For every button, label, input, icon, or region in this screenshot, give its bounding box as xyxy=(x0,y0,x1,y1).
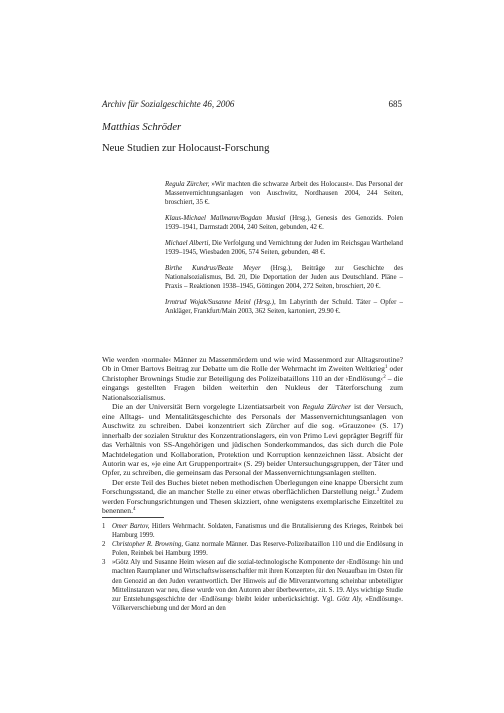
author-name: Regula Zürcher xyxy=(302,402,352,412)
reviewed-books-list xyxy=(165,180,403,322)
review-citation: »Wir machten die schwarze Arbeit des Holocaust«. Das Personal der Massenvernichtungsanlagen von Auschwitz, Nordhausen 2004, 244 Seiten, broschiert, 35 €. xyxy=(165,181,403,207)
footnote-separator xyxy=(102,517,164,518)
footnotes xyxy=(102,522,403,613)
text-run: oder Christopher Brownings Studie zur Beteiligung des Polizeibataillons 110 an der ›Endlösung‹ xyxy=(102,364,403,383)
footnote-ref-1: 1 xyxy=(384,365,388,371)
review-authors: Birthe Kundrus/Beate Meyer xyxy=(165,264,261,272)
footnote-1 xyxy=(102,522,403,540)
text-run: ist der Versuch, eine Alltags- und Mentalitätsgeschichte des Personals der Massenvernichtungsanlagen von Auschwitz zu schreiben. Dabei konzentriert sich Zürcher auf die sog. »Grauzone« (S. 17) innerhalb der sozialen Struktur des Konzentrationslagers, ein von Primo Levi geprägter Begriff für das Verhältnis von SS-Angehörigen und jüdischen Sonderkommandos, das sich durch die Pole Machtdelegation und Kollaboration, Protektion und Korruption kennzeichnen lässt. Absicht der Autorin war es, »je eine Art Gruppenportrait« (S. 29) beider Untersuchungsgruppen, der Täter und Opfer, zu schreiben, die gemeinsam das Personal der Massenvernichtungsanlagen stellten. xyxy=(102,402,403,478)
running-head xyxy=(102,99,402,110)
footnote-number: 2 xyxy=(102,541,106,549)
review-authors: Regula Zürcher, xyxy=(165,181,210,188)
reviewed-book xyxy=(165,180,403,208)
footnote-number: 3 xyxy=(102,559,106,567)
text-run: Die an der Universität Bern vorgelegte Lizentiatsarbeit von xyxy=(112,402,303,412)
footnote-author: Götz Aly, xyxy=(336,595,363,603)
footnote-author: Omer Bartov, xyxy=(112,523,150,530)
paragraph-3 xyxy=(102,478,403,516)
review-citation: (Hrsg.), Beiträge zur Geschichte des Nationalsozialismus, Bd. 20, Die Deportation der Juden aus Deutschland. Pläne – Praxis – Reaktionen 1938–1945, Göttingen 2004, 272 Seiten, broschiert, 20 €. xyxy=(165,264,404,290)
journal-citation: Archiv für Sozialgeschichte 46, 2006 xyxy=(102,99,235,109)
review-authors: Irmtrud Wojak/Susanne Meinl (Hrsg.), xyxy=(165,298,276,306)
text-run: Zudem werden Forschungsrichtungen und Thesen skizziert, ohne wenigstens exemplarische Einzeltitel zu benennen. xyxy=(102,487,403,516)
review-citation: Im Labyrinth der Schuld. Täter – Opfer – Ankläger, Frankfurt/Main 2003, 362 Seiten, kartoniert, 29.90 €. xyxy=(165,298,403,315)
footnote-ref-3: 3 xyxy=(376,488,380,494)
footnote-text: »Endlösung«. Völkerverschiebung und der Mord an den xyxy=(112,595,403,612)
article-title: Neue Studien zur Holocaust-Forschung xyxy=(102,143,270,154)
footnote-3 xyxy=(102,558,403,613)
reviewed-book xyxy=(165,264,403,292)
paragraph-1 xyxy=(102,355,403,402)
paragraph-2 xyxy=(102,402,403,478)
footnote-ref-2: 2 xyxy=(383,374,386,380)
reviewed-book xyxy=(165,214,403,232)
reviewed-book xyxy=(165,239,403,257)
text-run: Wie werden ›normale‹ Männer zu Massenmördern und wie wird Massenmord zur Alltagsroutine? Ob in Omer Bartovs Beitrag zur Debatte um die Rolle der Wehrmacht im Zweiten Weltkrieg xyxy=(102,355,403,374)
review-authors: Klaus-Michael Mallmann/Bogdan Musial xyxy=(165,215,286,222)
footnote-ref-4: 4 xyxy=(133,507,136,513)
reviewed-book xyxy=(165,298,403,316)
review-authors: Michael Alberti, xyxy=(165,239,211,247)
page-number: 685 xyxy=(388,99,402,109)
text-run: Der erste Teil des Buches bietet neben methodischen Überlegungen eine knappe Übersicht zum Forschungsstand, die an mancher Stelle zu einer etwas oberflächlichen Darstellung neigt. xyxy=(102,477,403,497)
footnote-text: Ganz normale Männer. Das Reserve-Polizeibataillon 110 und die Endlösung in Polen, Reinbek bei Hamburg 1999. xyxy=(112,541,403,558)
footnote-author: Christopher R. Browning, xyxy=(112,541,184,549)
footnote-text: »Götz Aly und Susanne Heim wiesen auf die sozial-technologische Komponente der ›Endlösung‹ hin und machten Raumplaner und Wirtschaftswissenschaftler mit ihren Konzepten für den Neuaufbau im Osten für den Genozid an den Juden verantwortlich. Der Hinweis auf die Mitverantwortung scheinbar unbeteiligter Mittelinstanzen war neu, diese wurde von den Autoren aber überbewertet«, zit. S. 19. Alys wichtige Studie zur Entstehungsgeschichte der ›Endlösung‹ bleibt leider unberücksichtigt. Vgl. xyxy=(112,559,403,603)
text-run: – die eingangs gestellten Fragen bilden weiterhin den Nukleus der Täterforschung zum Nationalsozialismus. xyxy=(102,373,404,402)
review-citation: Die Verfolgung und Vernichtung der Juden im Reichsgau Wartheland 1939–1945, Wiesbaden 2006, 574 Seiten, gebunden, 48 €. xyxy=(165,239,403,256)
footnote-2 xyxy=(102,540,403,558)
footnote-text: Hitlers Wehrmacht. Soldaten, Fanatismus und die Brutalisierung des Krieges, Reinbek bei Hamburg 1999. xyxy=(112,523,403,540)
body-text xyxy=(102,355,403,516)
footnote-number: 1 xyxy=(102,523,106,530)
article-author: Matthias Schröder xyxy=(102,122,182,133)
review-citation: (Hrsg.), Genesis des Genozids. Polen 1939–1941, Darmstadt 2004, 240 Seiten, gebunden, 42 €. xyxy=(165,215,404,232)
